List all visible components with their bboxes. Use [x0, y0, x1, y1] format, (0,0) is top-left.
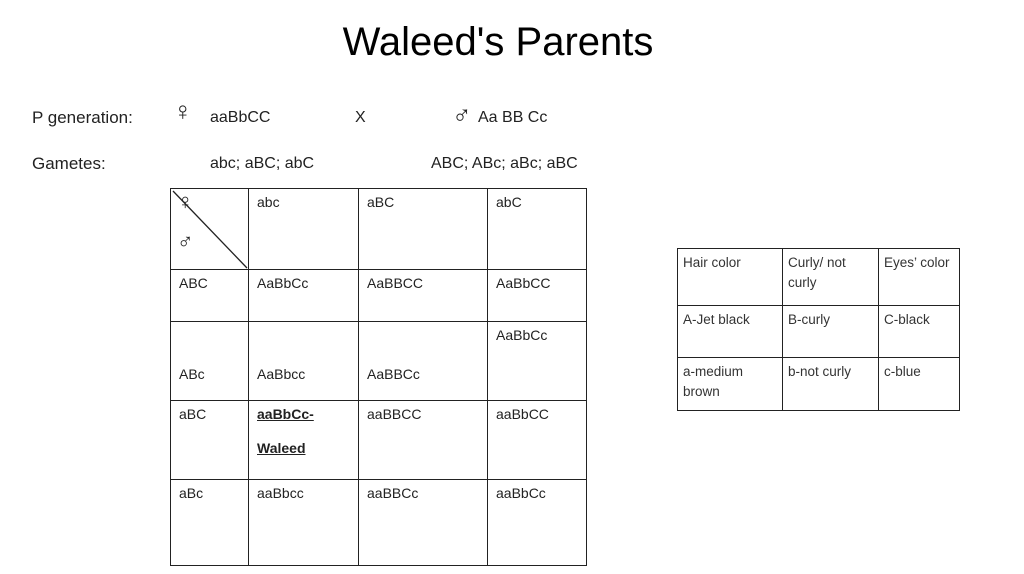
slide-title: Waleed's Parents [342, 20, 654, 64]
offspring-cell: aaBBCC [359, 401, 488, 480]
key-header-row [678, 249, 960, 306]
male-gamete-header: aBC [171, 401, 249, 480]
trait-key-table [677, 248, 960, 411]
key-cell: B-curly [783, 306, 879, 358]
offspring-cell: aaBBCc [359, 480, 488, 566]
key-header: Eyes’ color [879, 249, 960, 306]
waleed-name: Waleed [257, 440, 306, 456]
female-symbol-icon: ♀ [173, 96, 193, 126]
offspring-cell: AaBbCc [249, 270, 359, 322]
punnett-header-row [171, 189, 587, 270]
female-genotype: aaBbCC [210, 109, 271, 126]
key-row [678, 306, 960, 358]
gametes-label: Gametes: [32, 154, 106, 173]
punnett-corner [171, 189, 249, 270]
cross-symbol: X [355, 109, 366, 126]
offspring-cell: AaBbCC [488, 270, 587, 322]
offspring-cell: AaBbcc [249, 322, 359, 401]
female-gamete-header: abC [488, 189, 587, 270]
male-symbol-icon: ♂ [452, 100, 472, 130]
key-row [678, 358, 960, 411]
offspring-cell: AaBbCc [488, 322, 587, 401]
male-gametes: ABC; ABc; aBc; aBC [431, 155, 578, 172]
punnett-row [171, 322, 587, 401]
male-symbol-icon: ♂ [177, 229, 194, 254]
key-header: Hair color [678, 249, 783, 306]
p-generation-label: P generation: [32, 108, 133, 127]
punnett-row [171, 270, 587, 322]
female-gamete-header: abc [249, 189, 359, 270]
key-header: Curly/ not curly [783, 249, 879, 306]
key-cell: C-black [879, 306, 960, 358]
offspring-cell: AaBBCC [359, 270, 488, 322]
male-gamete-header: aBc [171, 480, 249, 566]
offspring-cell: aaBbCC [488, 401, 587, 480]
male-gamete-header: ABc [171, 322, 249, 401]
offspring-cell: AaBBCc [359, 322, 488, 401]
female-gametes: abc; aBC; abC [210, 155, 315, 172]
offspring-cell: aaBbCc [488, 480, 587, 566]
punnett-row [171, 480, 587, 566]
key-cell: c-blue [879, 358, 960, 411]
male-gamete-header: ABC [171, 270, 249, 322]
key-cell: a-medium brown [678, 358, 783, 411]
female-symbol-icon: ♀ [177, 189, 194, 214]
female-gamete-header: aBC [359, 189, 488, 270]
punnett-square [170, 188, 587, 566]
punnett-row [171, 401, 587, 480]
offspring-cell: aaBbcc [249, 480, 359, 566]
waleed-genotype: aaBbCc- [257, 406, 314, 422]
male-genotype: Aa BB Cc [478, 109, 548, 126]
key-cell: b-not curly [783, 358, 879, 411]
offspring-cell-waleed [249, 401, 359, 480]
key-cell: A-Jet black [678, 306, 783, 358]
